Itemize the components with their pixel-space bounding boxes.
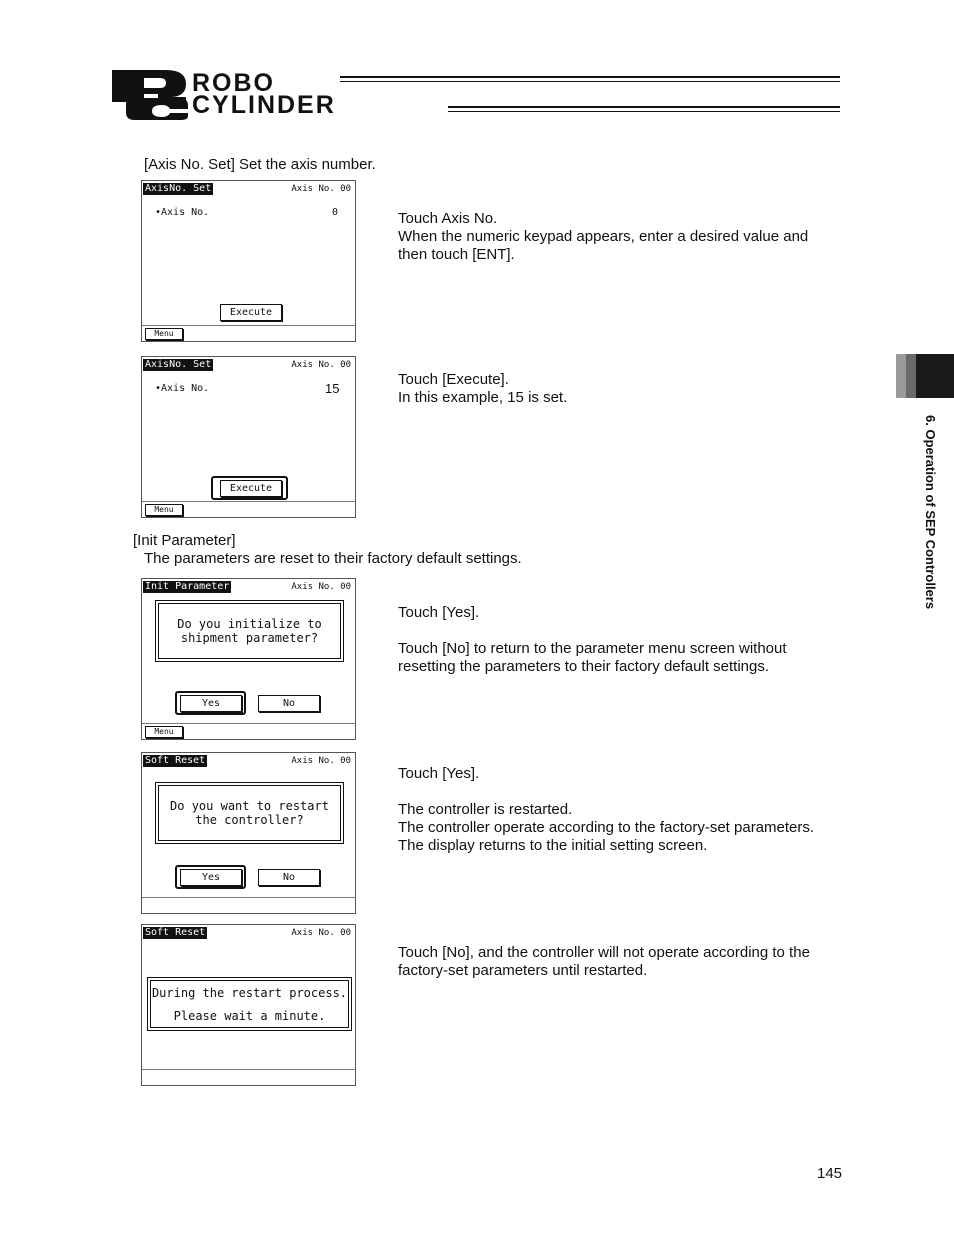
soft-reset-screen-2 (141, 924, 356, 1086)
header-rule-top (340, 76, 840, 82)
init-parameter-screen (141, 578, 356, 740)
axis-set-screen-2 (141, 356, 356, 518)
screen-axis-no: Axis No. 00 (291, 756, 351, 766)
restart-wait-dialog (147, 977, 352, 1031)
reset-desc1-line2: The controller is restarted. (398, 801, 573, 818)
execute-button[interactable]: Execute (220, 480, 282, 497)
screen-title: Soft Reset (145, 927, 206, 938)
menu-button[interactable]: Menu (145, 726, 183, 738)
screen-footer (142, 501, 355, 517)
soft-reset-screen-1 (141, 752, 356, 914)
chapter-label: 6. Operation of SEP Controllers (923, 415, 938, 610)
dialog-message-line1: Do you want to restart (170, 799, 329, 813)
init-desc-line2: Touch [No] to return to the parameter menu screen without (398, 640, 787, 657)
dialog-message-line1: Do you initialize to (177, 617, 322, 631)
confirm-dialog (155, 600, 344, 662)
axis-desc2-line1: Touch [Execute]. (398, 371, 509, 388)
dialog-message-line2: the controller? (195, 813, 304, 827)
reset-desc1-line3: The controller operate according to the factory-set parameters. (398, 819, 815, 836)
init-heading: [Init Parameter] (133, 532, 236, 549)
screen-title: AxisNo. Set (145, 183, 212, 194)
reset-desc2-line1: Touch [No], and the controller will not operate according to the (398, 944, 810, 961)
screen-axis-no: Axis No. 00 (291, 184, 351, 194)
screen-axis-no: Axis No. 00 (291, 928, 351, 938)
axis-set-screen-1 (141, 180, 356, 342)
screen-footer (142, 325, 355, 341)
screen-footer (142, 897, 355, 913)
header-rule-bottom (448, 106, 840, 112)
no-button[interactable]: No (258, 869, 320, 886)
dialog-message-line2: shipment parameter? (180, 631, 319, 645)
screen-title: Soft Reset (145, 755, 206, 766)
yes-button[interactable]: Yes (180, 869, 242, 886)
axis-no-field-label[interactable]: •Axis No. (155, 383, 210, 394)
reset-desc2-line2: factory-set parameters until restarted. (398, 962, 648, 979)
axis-no-field-value[interactable]: 0 (332, 207, 339, 218)
menu-button[interactable]: Menu (145, 328, 183, 340)
reset-desc1-line4: The display returns to the initial setting screen. (398, 837, 708, 854)
axis-desc1-line1: Touch Axis No. (398, 210, 498, 227)
yes-button[interactable]: Yes (180, 695, 242, 712)
reset-desc1-line1: Touch [Yes]. (398, 765, 480, 782)
logo-text-cylinder: CYLINDER (192, 91, 336, 119)
init-subheading: The parameters are reset to their factory default settings. (144, 550, 522, 567)
confirm-dialog (155, 782, 344, 844)
axis-desc1-line2: When the numeric keypad appears, enter a desired value and (398, 228, 809, 245)
screen-axis-no: Axis No. 00 (291, 360, 351, 370)
dialog-message-line1: During the restart process. (151, 985, 348, 1000)
no-button[interactable]: No (258, 695, 320, 712)
screen-footer (142, 1069, 355, 1085)
dialog-message-line2: Please wait a minute. (173, 1008, 326, 1023)
screen-axis-no: Axis No. 00 (291, 582, 351, 592)
page-number: 145 (817, 1165, 843, 1182)
axis-heading: [Axis No. Set] Set the axis number. (144, 156, 376, 173)
init-desc-line3: resetting the parameters to their factory default settings. (398, 658, 770, 675)
axis-desc1-line3: then touch [ENT]. (398, 246, 515, 263)
menu-button[interactable]: Menu (145, 504, 183, 516)
screen-footer (142, 723, 355, 739)
execute-button[interactable]: Execute (220, 304, 282, 321)
logo-text-robo: ROBO (192, 69, 275, 97)
axis-no-field-value[interactable]: 15 (325, 381, 340, 396)
axis-desc2-line2: In this example, 15 is set. (398, 389, 568, 406)
screen-title: AxisNo. Set (145, 359, 212, 370)
axis-no-field-label[interactable]: •Axis No. (155, 207, 210, 218)
screen-title: Init Parameter (145, 581, 230, 592)
init-desc-line1: Touch [Yes]. (398, 604, 480, 621)
chapter-tab (896, 354, 954, 398)
